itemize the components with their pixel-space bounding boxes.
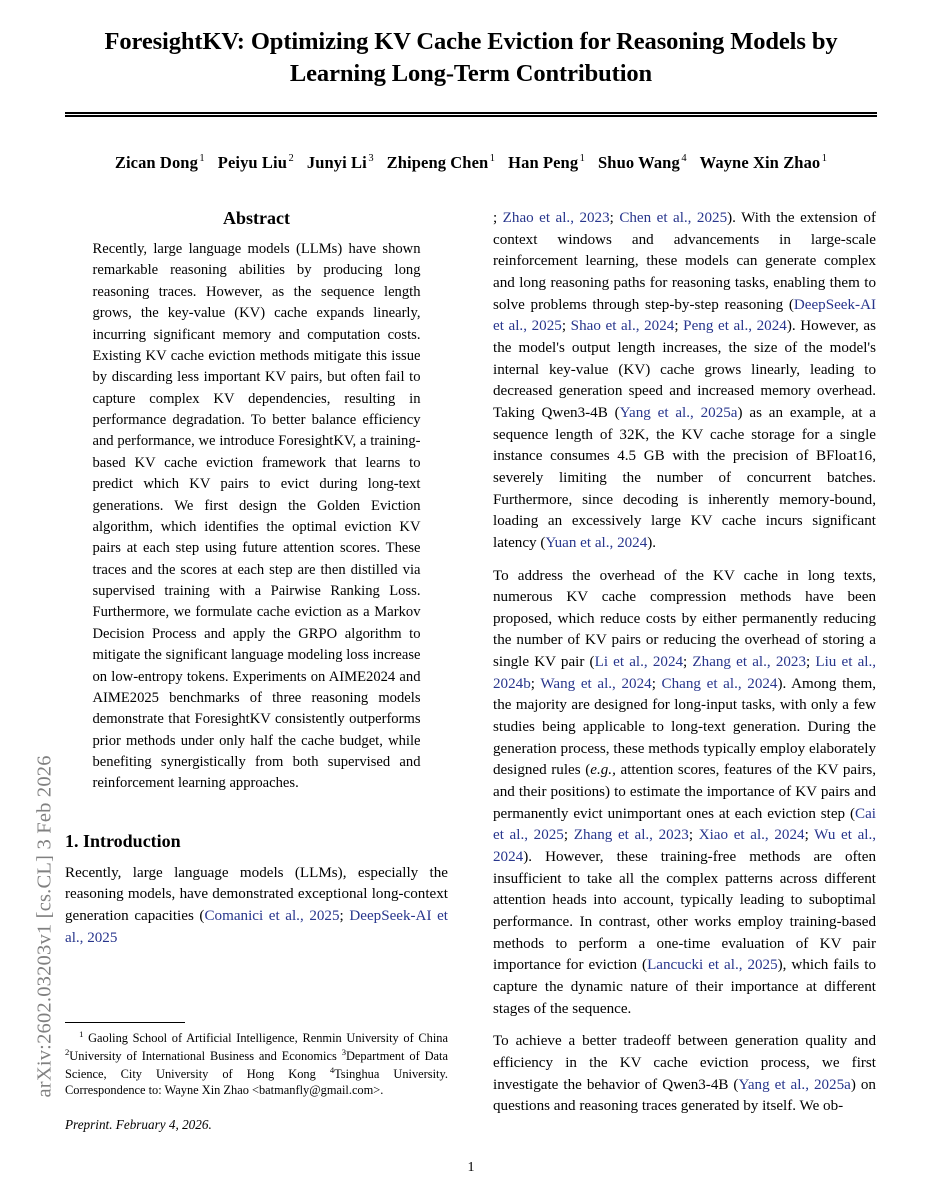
author-name: Zican Dong [114, 152, 198, 172]
citation-link[interactable]: Lancucki et al., 2025 [647, 957, 778, 974]
author-name: Han Peng [508, 152, 579, 172]
text-run: To achieve a better tradeoff between generation quality and efficiency in the KV cache eviction process, we first investigate the behavior of Qwen3-4B ( [493, 1033, 876, 1093]
author-name: Wayne Xin Zhao [699, 152, 821, 172]
citation-link[interactable]: Wang et al., 2024 [540, 675, 652, 692]
arxiv-stamp-text: arXiv:2602.03203v1 [cs.CL] 3 Feb 2026 [33, 755, 56, 1098]
author-entry [115, 153, 205, 172]
text-run: ; [493, 210, 503, 226]
text-run: ; [804, 827, 815, 844]
footnote-marker: 1 [79, 1029, 84, 1039]
text-run: To address the overhead of the KV cache in long texts, numerous KV cache compression methods have been proposed, which reduce costs by either permanently reducing the number of KV pairs or reducing the overhead of storing a single KV pair ( [493, 567, 876, 671]
text-run: ; [561, 318, 571, 335]
latin-abbrev: e.g., [590, 762, 616, 779]
citation-link[interactable]: Cai et al., 2025 [493, 805, 876, 844]
citation-link[interactable]: Peng et al., 2024 [683, 318, 787, 335]
footnote-marker: 2 [65, 1046, 70, 1057]
text-run: ). Among them, the majority are designed for long-input tasks, with only a few studies being applicable to long-text generation. During the generation process, these methods typically employ elaborately designed rules ( [493, 675, 877, 779]
text-run: ; [563, 827, 574, 844]
text-run: ). [647, 534, 657, 551]
text-run: ; [530, 675, 541, 692]
author-name: Peiyu Liu [217, 152, 287, 172]
footnote-marker: 3 [341, 1046, 346, 1057]
author-affiliation-marker: 3 [368, 153, 374, 165]
author-entry [218, 153, 294, 172]
intro-paragraph-3 [493, 1031, 876, 1118]
citation-link[interactable]: Zhang et al., 2023 [692, 654, 807, 671]
citation-link[interactable]: Wu et al., 2024 [493, 827, 877, 866]
author-affiliation-marker: 1 [579, 153, 586, 165]
page-number: 1 [467, 1160, 475, 1175]
text-run: ) on questions and reasoning traces generated by itself. We ob- [493, 1076, 876, 1115]
text-run: University of International Business and Economics [69, 1048, 342, 1063]
footnote-block [65, 1022, 448, 1133]
text-run: ; [674, 318, 684, 335]
text-run: ). With the extension of context windows and advancements in large-scale reinforcement learning, these models can generate complex and long reasoning paths for reasoning tasks, enabling them to solve problems through step-by-step reasoning ( [493, 210, 876, 313]
author-name: Junyi Li [306, 152, 367, 172]
text-run: ), which fails to capture the dynamic nature of their importance at different stages of the sequence. [493, 957, 876, 1017]
text-run: ; [683, 654, 693, 671]
intro-paragraph-1-left [65, 863, 448, 950]
text-run: Department of Data Science, City University of Hong Kong [65, 1048, 448, 1081]
text-run: ; [806, 654, 816, 671]
author-entry [307, 153, 374, 172]
section-heading-introduction: 1. Introduction [65, 830, 181, 851]
page-title: ForesightKV: Optimizing KV Cache Eviction for Reasoning Models by Learning Long-Term Contribution [104, 28, 838, 87]
author-affiliation-marker: 1 [489, 153, 496, 165]
citation-link[interactable]: Chang et al., 2024 [661, 675, 778, 692]
footnote-divider [65, 1022, 185, 1023]
left-column [65, 208, 448, 1129]
text-run: attention scores, features of the KV pairs, and their positions) to estimate the importance of KV pairs and permanently evict unimportant ones at each eviction step ( [493, 762, 876, 822]
author-affiliation-marker: 4 [681, 153, 687, 165]
author-affiliation-marker: 1 [821, 153, 828, 165]
arxiv-stamp [0, 0, 56, 1200]
two-column-body [65, 208, 877, 1129]
affiliation-footnote [65, 1029, 448, 1099]
title-block [65, 0, 877, 117]
title-divider [65, 112, 877, 117]
citation-link[interactable]: Xiao et al., 2024 [698, 827, 805, 844]
preprint-notice: Preprint. February 4, 2026. [65, 1117, 212, 1133]
paper-page [65, 0, 877, 1200]
abstract-text: Recently, large language models (LLMs) have shown remarkable reasoning abilities by producing long reasoning traces. However, as the sequence length grows, the key-value (KV) cache expands linearly, incurring significant memory and computation costs. Existing KV cache eviction methods mitigate this issue by discarding less important KV pairs, but often fail to capture complex KV dependencies, resulting in performance degradation. To better balance efficiency and performance, we introduce ForesightKV, a training-based KV cache eviction framework that learns to predict which KV pairs to evict during long-text generations. We first design the Golden Eviction algorithm, which identifies the optimal eviction KV pairs at each step using future attention scores. These traces and the scores at each step are then distilled via supervised training with a Pairwise Ranking Loss. Furthermore, we formulate cache eviction as a Markov Decision Process and apply the GRPO algorithm to mitigate the significant language modeling loss increase on low-entropy tokens. Experiments on AIME2024 and AIME2025 benchmarks of three reasoning models demonstrate that ForesightKV consistently outperforms prior methods under only half the cache budget, while benefiting synergistically from both supervised and reinforcement learning approaches. [92, 241, 421, 792]
author-entry [598, 153, 687, 172]
author-entry [700, 153, 827, 172]
text-run: Tsinghua University. Correspondence to: Wayne Xin Zhao <batmanfly@gmail.com>. [65, 1066, 448, 1098]
text-run: ). However, as the model's output length increases, the size of the model's internal key-value (KV) cache grows linearly, leading to decreased generation speed and increased memory overhead. Taking Qwen3-4B ( [493, 318, 876, 421]
text-run: ; [339, 908, 350, 925]
footnote-marker: 4 [329, 1064, 335, 1075]
text-run: ). However, these training-free methods are often insufficient to take all the complex patterns across different attention heads into account, typically leading to suboptimal performance. In contrast, other works employ training-based methods to perform a one-time evaluation of KV pair importance for eviction ( [493, 849, 876, 974]
citation-link[interactable]: Zhang et al., 2023 [573, 827, 689, 844]
author-entry [508, 153, 585, 172]
text-run: ; [688, 827, 699, 844]
text-run: Recently, large language models (LLMs), especially the reasoning models, have demonstrated exceptional long-context generation capacities ( [65, 864, 448, 925]
citation-link[interactable]: DeepSeek-AI et al., 2025 [493, 296, 876, 335]
citation-link[interactable]: Chen et al., 2025 [619, 210, 728, 226]
intro-paragraph-1-right [493, 208, 876, 555]
text-run: ; [651, 675, 662, 692]
text-run: ) as an example, at a sequence length of 32K, the KV cache storage for a single instance consumes 4.5 GB with the precision of BFloat16, severely limiting the number of concurrent batches. Furthermore, since decoding is inherently memory-bound, loading an excessively large KV cache incurs significant latency ( [493, 404, 876, 551]
author-affiliation-marker: 1 [199, 153, 205, 165]
citation-link[interactable]: Yang et al., 2025a [738, 1076, 851, 1093]
intro-paragraph-2 [493, 566, 876, 1021]
text-run: ; [609, 210, 620, 226]
author-name: Shuo Wang [598, 152, 680, 172]
author-name: Zhipeng Chen [386, 152, 489, 172]
citation-link[interactable]: DeepSeek-AI et al., 2025 [65, 908, 448, 946]
citation-link[interactable]: Yuan et al., 2024 [545, 534, 648, 551]
author-list [65, 153, 877, 173]
author-affiliation-marker: 2 [288, 153, 294, 165]
abstract-heading: Abstract [223, 208, 290, 228]
citation-link[interactable]: Liu et al., 2024b [493, 654, 877, 692]
text-run: Gaoling School of Artificial Intelligence, Renmin University of China [83, 1031, 449, 1046]
author-entry [387, 153, 495, 172]
citation-link[interactable]: Shao et al., 2024 [570, 318, 675, 335]
citation-link[interactable]: Zhao et al., 2023 [502, 210, 610, 226]
right-column [493, 208, 876, 1129]
citation-link[interactable]: Comanici et al., 2025 [204, 908, 340, 925]
citation-link[interactable]: Li et al., 2024 [594, 654, 684, 671]
citation-link[interactable]: Yang et al., 2025a [619, 404, 738, 421]
